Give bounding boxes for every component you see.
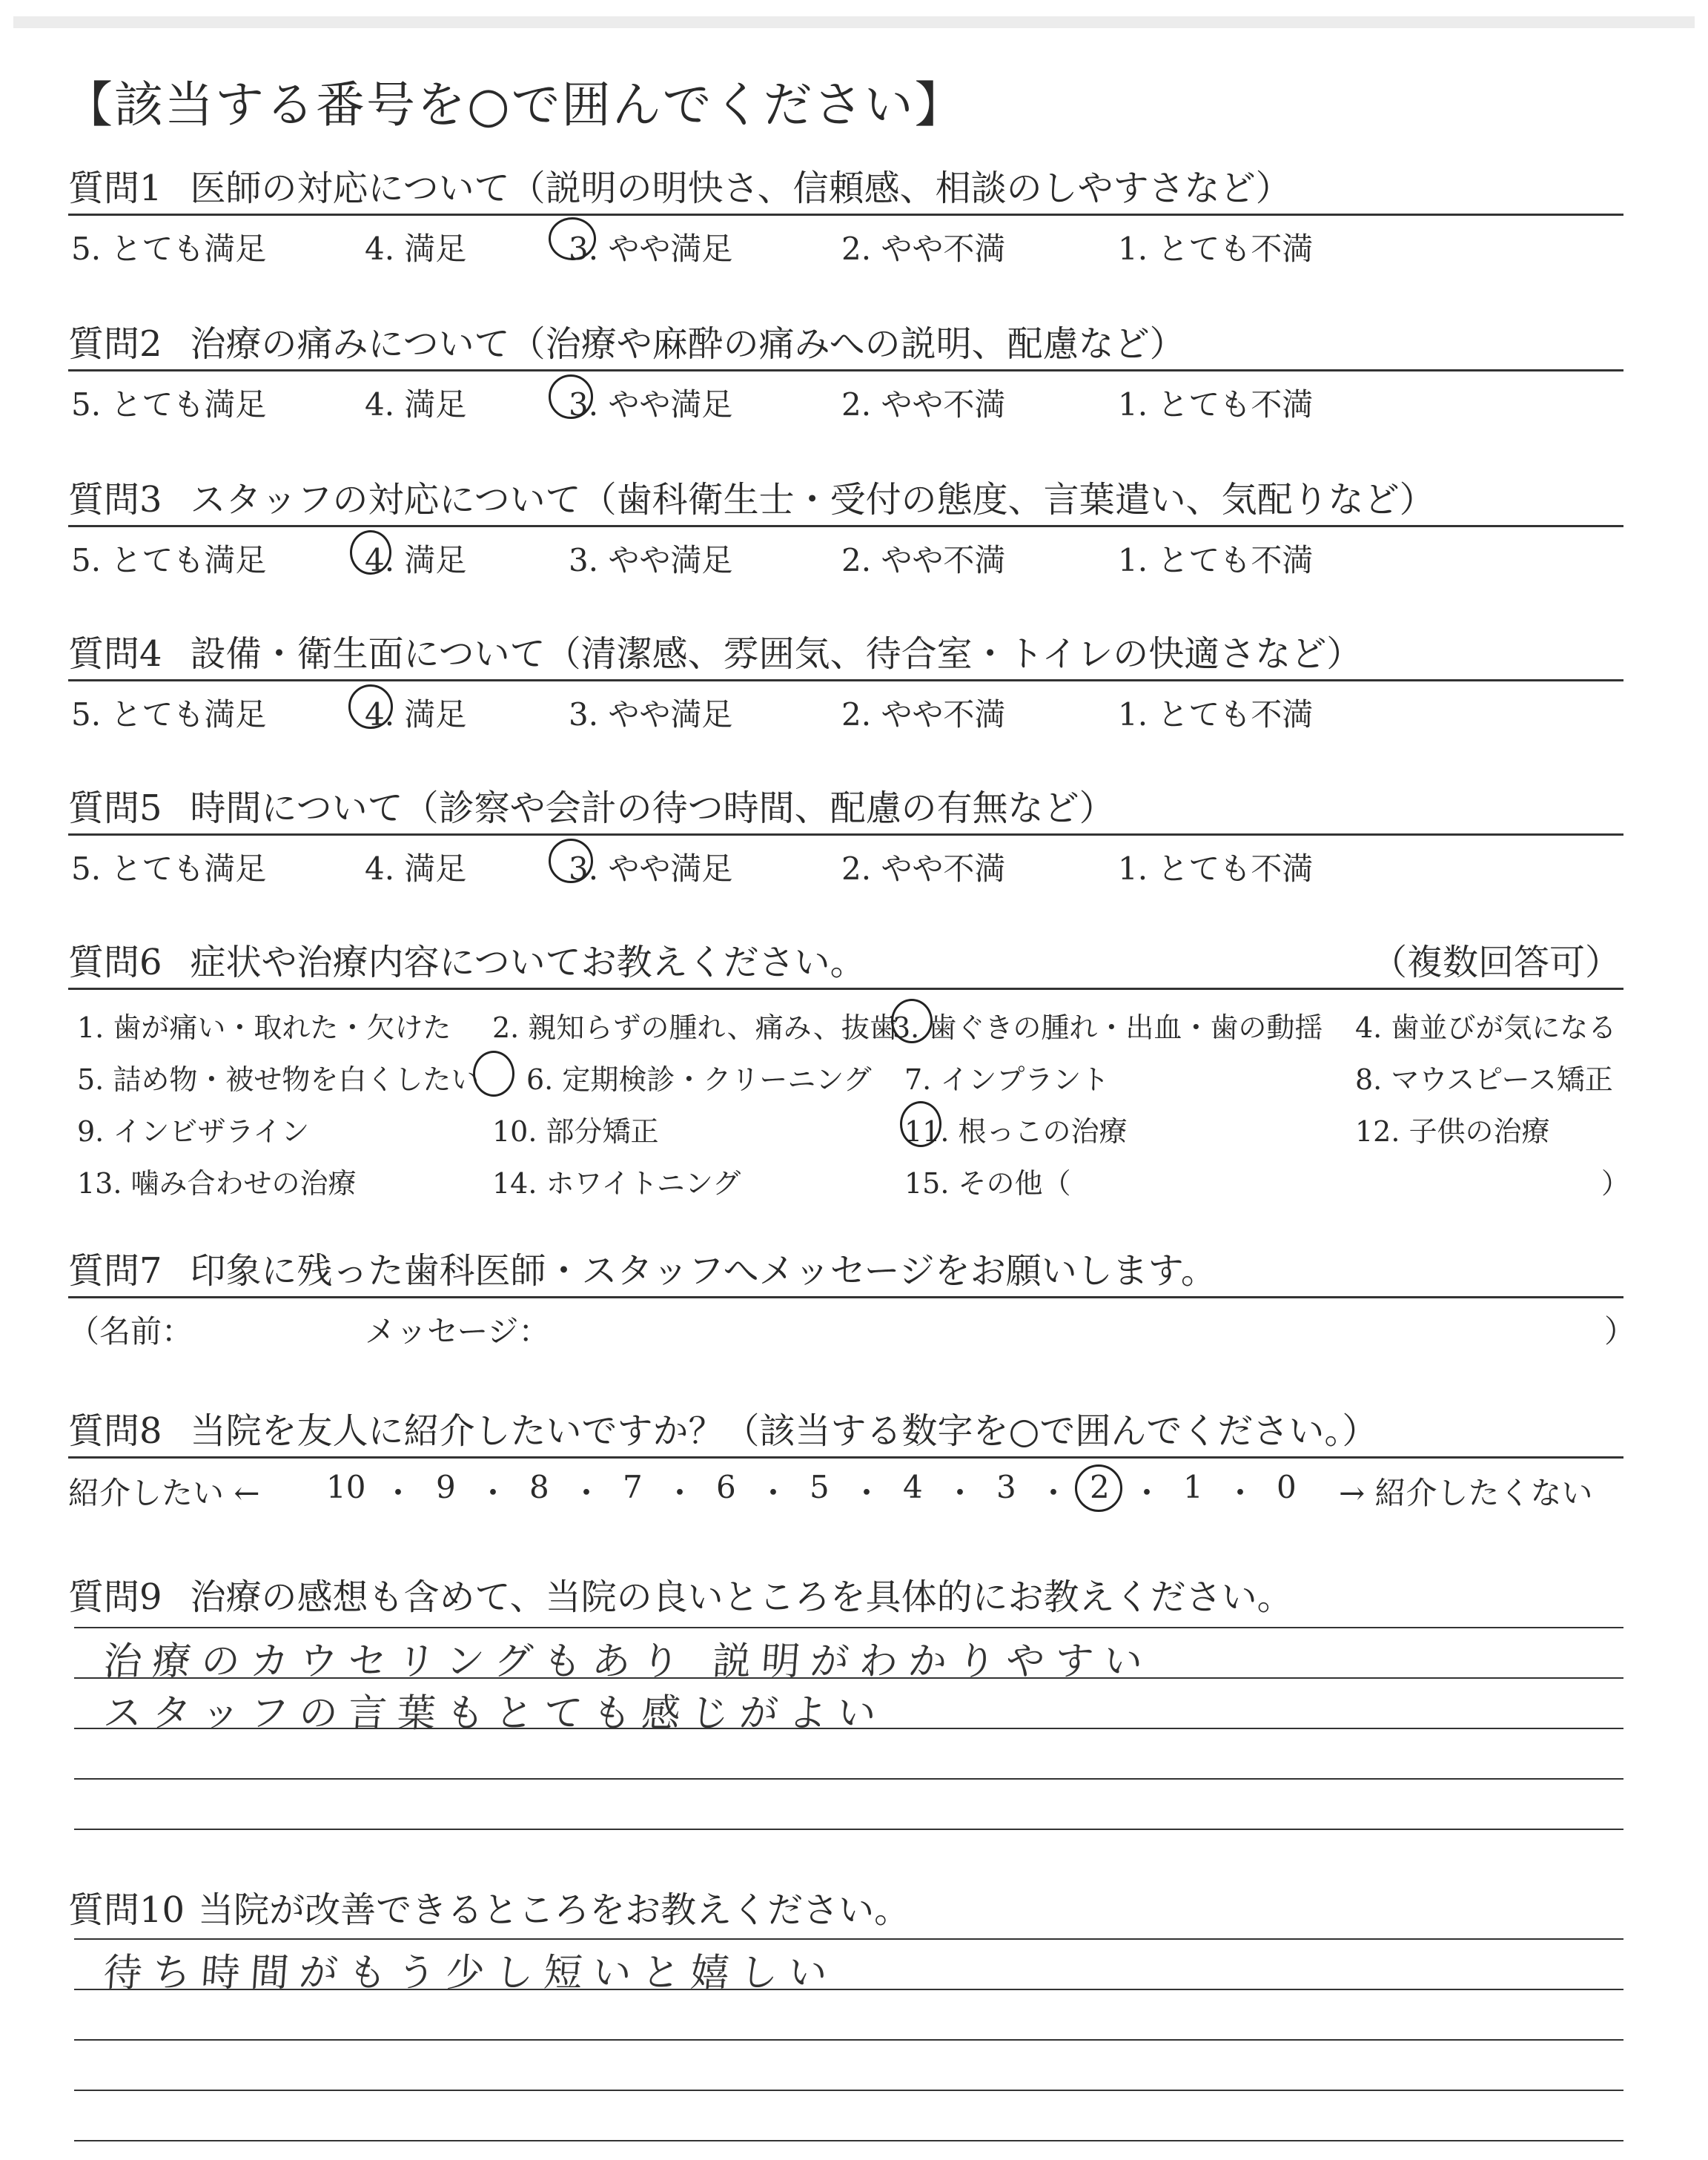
question-5 (68, 783, 1623, 887)
option-3[interactable]: 3. やや満足 (569, 851, 733, 887)
scale-dot: ・ (944, 1475, 976, 1511)
question-7 (68, 1246, 1636, 1350)
question-text: 時間について（診察や会計の待つ時間、配慮の有無など） (190, 787, 1115, 829)
scale-value-8[interactable]: 8 (529, 1469, 549, 1505)
symptom-option[interactable]: 1. 歯が痛い・取れた・欠けた (77, 1011, 451, 1044)
symptom-option[interactable]: 15. その他（ (904, 1167, 1071, 1200)
option-3[interactable]: 3. やや満足 (569, 386, 733, 423)
question-label: 質問8 (68, 1410, 162, 1452)
symptom-options (68, 990, 1630, 1212)
answer-line (74, 1829, 1623, 1830)
scale-value-6[interactable]: 6 (716, 1469, 736, 1505)
rating-options (68, 681, 1623, 733)
scale-value-10[interactable]: 10 (326, 1469, 366, 1505)
multiple-answers-note: （複数回答可） (1371, 942, 1621, 983)
option-4[interactable]: 4. 満足 (365, 696, 467, 733)
scale-value-7[interactable]: 7 (623, 1469, 643, 1505)
other-close-paren: ） (1601, 1167, 1630, 1200)
symptom-option[interactable]: 12. 子供の治療 (1355, 1115, 1550, 1148)
answer-line (74, 1778, 1623, 1780)
symptom-option[interactable]: 14. ホワイトニング (492, 1167, 741, 1200)
option-1[interactable]: 1. とても不満 (1118, 696, 1314, 733)
question-label: 質問2 (68, 323, 162, 365)
question-text: 医師の対応について（説明の明快さ、信頼感、相談のしやすさなど） (190, 168, 1291, 209)
scale-value-9[interactable]: 9 (436, 1469, 456, 1505)
answer-line (74, 1938, 1623, 1940)
question-label: 質問6 (68, 942, 162, 983)
option-3[interactable]: 3. やや満足 (569, 696, 733, 733)
question-9 (68, 1572, 1623, 1622)
handwritten-answer: 治療のカウセリングもあり 説明がわかりやすい (102, 1639, 1155, 1684)
symptom-option[interactable]: 13. 噛み合わせの治療 (77, 1167, 357, 1200)
option-5[interactable]: 5. とても満足 (71, 851, 267, 887)
option-3[interactable]: 3. やや満足 (569, 542, 733, 578)
scale-left-label: 紹介したい ← (68, 1475, 260, 1511)
symptom-option[interactable]: 4. 歯並びが気になる (1355, 1011, 1617, 1044)
question-label: 質問3 (68, 479, 162, 521)
question-2 (68, 319, 1623, 423)
selection-circle (1075, 1464, 1122, 1512)
scale-value-5[interactable]: 5 (810, 1469, 830, 1505)
option-2[interactable]: 2. やや不満 (841, 696, 1006, 733)
scale-dot: ・ (1038, 1475, 1070, 1511)
scale-dot: ・ (1225, 1475, 1257, 1511)
symptom-option[interactable]: 2. 親知らずの腫れ、痛み、抜歯 (492, 1011, 898, 1044)
option-2[interactable]: 2. やや不満 (841, 542, 1006, 578)
scale-value-1[interactable]: 1 (1183, 1469, 1203, 1505)
selection-circle (891, 999, 933, 1043)
option-4[interactable]: 4. 満足 (365, 231, 467, 267)
answer-line (74, 2140, 1623, 2141)
answer-line (74, 1627, 1623, 1628)
scale-dot: ・ (1131, 1475, 1163, 1511)
handwritten-answer: 待ち時間がもう少し短いと嬉しい (102, 1951, 839, 1995)
scale-dot: ・ (383, 1475, 414, 1511)
option-4[interactable]: 4. 満足 (365, 542, 467, 578)
question-10 (68, 1885, 1623, 1935)
option-2[interactable]: 2. やや不満 (841, 851, 1006, 887)
option-5[interactable]: 5. とても満足 (71, 386, 267, 423)
scale-value-0[interactable]: 0 (1277, 1469, 1297, 1505)
symptom-option[interactable]: 3. 歯ぐきの腫れ・出血・歯の動揺 (893, 1011, 1323, 1044)
answer-line (74, 2039, 1623, 2041)
rating-options (68, 216, 1623, 267)
symptom-option[interactable]: 7. インプラント (904, 1063, 1110, 1096)
scale-dot: ・ (664, 1475, 696, 1511)
message-field-label[interactable]: メッセージ： (365, 1313, 550, 1350)
handwritten-answer: スタッフの言葉もとても感じがよい (102, 1691, 888, 1736)
option-3[interactable]: 3. やや満足 (569, 231, 733, 267)
question-text: 治療の痛みについて（治療や麻酔の痛みへの説明、配慮など） (190, 323, 1185, 365)
question-label: 質問4 (68, 633, 162, 675)
scale-dot: ・ (477, 1475, 509, 1511)
question-text: 当院を友人に紹介したいですか？（該当する数字を○で囲んでください。） (190, 1410, 1378, 1452)
rating-options (68, 836, 1623, 887)
question-8 (68, 1406, 1623, 1510)
option-2[interactable]: 2. やや不満 (841, 386, 1006, 423)
question-label: 質問7 (68, 1250, 162, 1292)
scale-value-2[interactable]: 2 (1090, 1469, 1110, 1505)
question-label: 質問5 (68, 787, 162, 829)
option-1[interactable]: 1. とても不満 (1118, 851, 1314, 887)
name-field-label[interactable]: （名前： (68, 1313, 193, 1350)
option-1[interactable]: 1. とても不満 (1118, 386, 1314, 423)
selection-circle (350, 530, 391, 575)
scale-dot: ・ (851, 1475, 883, 1511)
selection-circle (900, 1101, 941, 1147)
selection-circle (473, 1051, 514, 1097)
rating-options (68, 371, 1623, 423)
message-fields (68, 1298, 1636, 1350)
symptom-option[interactable]: 11. 根っこの治療 (904, 1115, 1128, 1148)
question-text: 症状や治療内容についてお教えください。 (190, 942, 866, 983)
question-1 (68, 163, 1623, 267)
scale-right-label: → 紹介したくない (1339, 1475, 1593, 1511)
symptom-option[interactable]: 9. インビザライン (77, 1115, 310, 1148)
answer-line (74, 2090, 1623, 2091)
symptom-option[interactable]: 6. 定期検診・クリーニング (526, 1063, 872, 1096)
question-text: 当院が改善できるところをお教えください。 (198, 1889, 910, 1931)
symptom-option[interactable]: 5. 詰め物・被せ物を白くしたい (77, 1063, 480, 1096)
scale-value-4[interactable]: 4 (903, 1469, 923, 1505)
scale-dot: ・ (571, 1475, 603, 1511)
option-5[interactable]: 5. とても満足 (71, 542, 267, 578)
rating-options (68, 527, 1623, 578)
selection-circle (549, 217, 596, 260)
option-1[interactable]: 1. とても不満 (1118, 542, 1314, 578)
question-6 (68, 937, 1630, 1212)
question-text: 印象に残った歯科医師・スタッフへメッセージをお願いします。 (190, 1250, 1217, 1292)
scale-value-3[interactable]: 3 (996, 1469, 1016, 1505)
option-1[interactable]: 1. とても不満 (1118, 231, 1314, 267)
question-text: スタッフの対応について（歯科衛生士・受付の態度、言葉遣い、気配りなど） (190, 479, 1435, 521)
option-4[interactable]: 4. 満足 (365, 386, 467, 423)
question-label: 質問9 (68, 1576, 162, 1618)
symptom-option[interactable]: 8. マウスピース矯正 (1355, 1063, 1613, 1096)
question-text: 設備・衛生面について（清潔感、雰囲気、待合室・トイレの快適さなど） (190, 633, 1363, 675)
symptom-option[interactable]: 10. 部分矯正 (492, 1115, 659, 1148)
selection-circle (549, 839, 593, 883)
option-4[interactable]: 4. 満足 (365, 851, 467, 887)
question-label: 質問1 (68, 168, 162, 209)
scale-dot: ・ (758, 1475, 790, 1511)
question-label: 質問10 (68, 1889, 185, 1931)
recommend-scale (68, 1459, 1623, 1510)
question-3 (68, 475, 1623, 578)
selection-circle (549, 374, 593, 419)
selection-circle (348, 684, 393, 729)
question-4 (68, 629, 1623, 733)
option-5[interactable]: 5. とても満足 (71, 696, 267, 733)
close-paren: ） (1604, 1313, 1636, 1350)
option-2[interactable]: 2. やや不満 (841, 231, 1006, 267)
question-text: 治療の感想も含めて、当院の良いところを具体的にお教えください。 (190, 1576, 1293, 1618)
page-title: 【該当する番号を○で囲んでください】 (64, 76, 965, 133)
option-5[interactable]: 5. とても満足 (71, 231, 267, 267)
